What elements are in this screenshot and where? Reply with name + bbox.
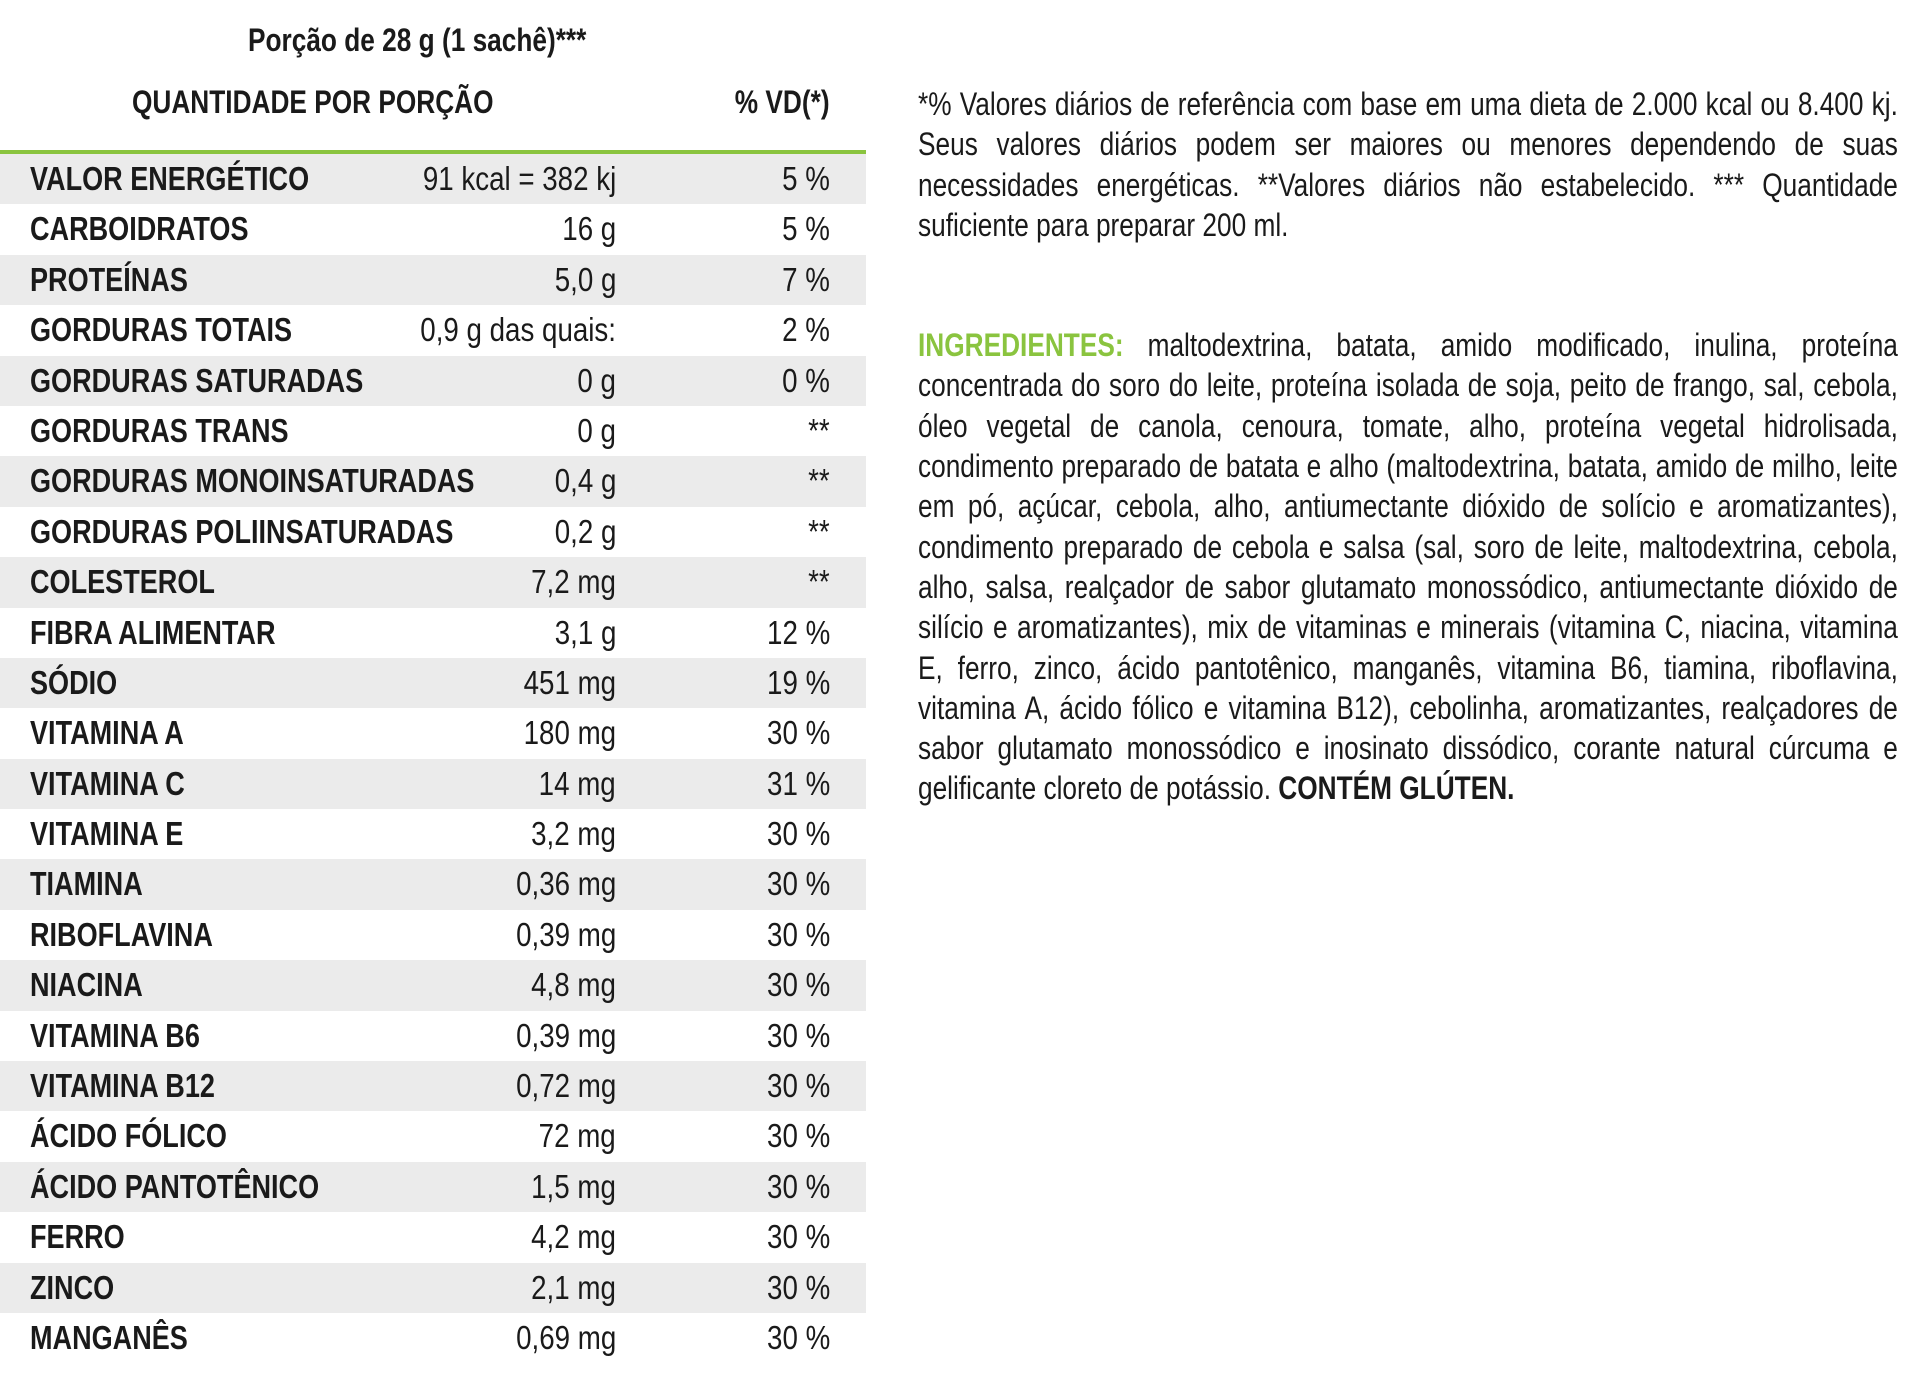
portion-size: Porção de 28 g (1 sachê)*** xyxy=(248,22,587,58)
nutrient-vd: 31 % xyxy=(766,764,830,802)
nutrition-table xyxy=(0,154,866,1363)
table-row xyxy=(0,406,866,456)
ingredients-paragraph xyxy=(918,325,1898,809)
nutrient-vd: ** xyxy=(808,462,830,500)
nutrient-vd: 30 % xyxy=(766,1067,830,1105)
nutrient-name: TIAMINA xyxy=(30,865,143,903)
table-header xyxy=(0,80,866,154)
table-row xyxy=(0,658,866,708)
ingredients-text: maltodextrina, batata, amido modificado, inulina, proteína concentrada do soro do leite, proteína isolada de soja, peito de frango, sal, cebola, óleo vegetal de canola, cenoura, tomate, alho, proteína vegetal hidrolisada, condimento preparado de batata e alho (maltodextrina, batata, amido de milho, leite em pó, açúcar, cebola, alho, antiumectante dióxido de solício e aromatizantes), condimento preparado de cebola e salsa (sal, soro de leite, maltodextrina, cebola, alho, salsa, realçador de sabor glutamato monossódico, antiumectante dióxido de silício e aromatizantes), mix de vitaminas e minerais (vitamina C, niacina, vitamina E, ferro, zinco, ácido pantotênico, manganês, vitamina B6, tiamina, riboflavina, vitamina A, ácido fólico e vitamina B12), cebolinha, aromatizantes, realçadores de sabor glutamato monossódico e inosinato dissódico, corante natural cúrcuma e gelificante cloreto de potássio. xyxy=(918,327,1898,807)
nutrient-vd: 30 % xyxy=(766,1117,830,1155)
nutrient-amount: 0 g xyxy=(577,361,616,399)
nutrient-amount: 1,5 mg xyxy=(531,1167,616,1205)
nutrient-vd: 12 % xyxy=(766,613,830,651)
table-row xyxy=(0,557,866,607)
table-row xyxy=(0,759,866,809)
nutrient-name: RIBOFLAVINA xyxy=(30,915,213,953)
table-row xyxy=(0,1212,866,1262)
nutrient-name: GORDURAS TRANS xyxy=(30,411,289,449)
nutrient-name: GORDURAS POLIINSATURADAS xyxy=(30,512,454,550)
nutrient-amount: 72 mg xyxy=(538,1117,616,1155)
nutrient-name: COLESTEROL xyxy=(30,563,215,601)
nutrient-name: GORDURAS SATURADAS xyxy=(30,361,364,399)
nutrient-amount: 180 mg xyxy=(523,714,616,752)
nutrient-vd: 5 % xyxy=(782,160,830,197)
ingredients-label: INGREDIENTES: xyxy=(918,327,1124,364)
nutrient-name: VITAMINA E xyxy=(30,815,184,853)
table-row xyxy=(0,910,866,960)
nutrient-amount: 91 kcal = 382 kj xyxy=(422,160,616,197)
quantity-header: QUANTIDADE POR PORÇÃO xyxy=(132,84,494,120)
nutrient-name: VITAMINA A xyxy=(30,714,184,752)
table-row xyxy=(0,507,866,557)
table-row xyxy=(0,1313,866,1363)
nutrient-vd: 30 % xyxy=(766,1268,830,1306)
table-row xyxy=(0,1061,866,1111)
nutrient-name: MANGANÊS xyxy=(30,1318,188,1356)
table-row xyxy=(0,1263,866,1313)
nutrient-amount: 0,39 mg xyxy=(515,1016,616,1054)
nutrient-amount: 14 mg xyxy=(538,764,616,802)
nutrient-name: GORDURAS TOTAIS xyxy=(30,311,293,349)
nutrient-name: VITAMINA B6 xyxy=(30,1016,200,1054)
table-row xyxy=(0,1011,866,1061)
info-column xyxy=(918,84,1898,809)
nutrient-amount: 3,1 g xyxy=(554,613,616,651)
nutrient-vd: 30 % xyxy=(766,1318,830,1356)
nutrient-vd: 30 % xyxy=(766,1167,830,1205)
table-row xyxy=(0,708,866,758)
nutrient-name: ÁCIDO FÓLICO xyxy=(30,1117,227,1155)
nutrient-name: VITAMINA C xyxy=(30,764,185,802)
nutrient-amount: 0,2 g xyxy=(554,512,616,550)
nutrient-vd: 30 % xyxy=(766,1218,830,1256)
nutrient-amount: 451 mg xyxy=(523,663,616,701)
nutrient-name: VITAMINA B12 xyxy=(30,1067,215,1105)
nutrient-vd: 30 % xyxy=(766,714,830,752)
gluten-warning: CONTÉM GLÚTEN. xyxy=(1278,770,1515,807)
nutrient-amount: 2,1 mg xyxy=(531,1268,616,1306)
table-row xyxy=(0,255,866,305)
table-row xyxy=(0,608,866,658)
nutrient-name: FIBRA ALIMENTAR xyxy=(30,613,276,651)
nutrient-name: FERRO xyxy=(30,1218,125,1256)
nutrient-amount: 0,72 mg xyxy=(515,1067,616,1105)
nutrient-vd: 30 % xyxy=(766,865,830,903)
nutrient-name: ZINCO xyxy=(30,1268,115,1306)
nutrient-name: VALOR ENERGÉTICO xyxy=(30,160,310,197)
nutrient-amount: 0,9 g das quais: xyxy=(420,311,616,349)
nutrient-vd: ** xyxy=(808,512,830,550)
nutrient-amount: 16 g xyxy=(562,210,616,248)
nutrient-amount: 0,36 mg xyxy=(515,865,616,903)
nutrient-vd: 30 % xyxy=(766,915,830,953)
nutrient-vd: 0 % xyxy=(782,361,830,399)
nutrient-amount: 7,2 mg xyxy=(531,563,616,601)
table-row xyxy=(0,859,866,909)
nutrient-amount: 0,39 mg xyxy=(515,915,616,953)
nutrient-vd: ** xyxy=(808,411,830,449)
table-row xyxy=(0,305,866,355)
table-row xyxy=(0,1111,866,1161)
nutrient-vd: ** xyxy=(808,563,830,601)
nutrient-amount: 0,69 mg xyxy=(515,1318,616,1356)
nutrient-amount: 4,2 mg xyxy=(531,1218,616,1256)
nutrient-amount: 5,0 g xyxy=(554,260,616,298)
table-row xyxy=(0,356,866,406)
table-row xyxy=(0,456,866,506)
table-row xyxy=(0,809,866,859)
nutrient-name: ÁCIDO PANTOTÊNICO xyxy=(30,1167,320,1205)
table-row xyxy=(0,1162,866,1212)
nutrient-vd: 19 % xyxy=(766,663,830,701)
nutrient-name: CARBOIDRATOS xyxy=(30,210,249,248)
table-row xyxy=(0,154,866,204)
nutrient-vd: 7 % xyxy=(782,260,830,298)
table-row xyxy=(0,960,866,1010)
nutrient-vd: 30 % xyxy=(766,966,830,1004)
nutrient-vd: 30 % xyxy=(766,1016,830,1054)
nutrient-name: PROTEÍNAS xyxy=(30,260,188,298)
nutrient-amount: 0 g xyxy=(577,411,616,449)
nutrient-vd: 5 % xyxy=(782,210,830,248)
nutrient-vd: 2 % xyxy=(782,311,830,349)
nutrient-vd: 30 % xyxy=(766,815,830,853)
nutrient-amount: 0,4 g xyxy=(554,462,616,500)
vd-header: % VD(*) xyxy=(735,84,830,120)
nutrient-amount: 4,8 mg xyxy=(531,966,616,1004)
nutrient-name: NIACINA xyxy=(30,966,143,1004)
nutrient-name: GORDURAS MONOINSATURADAS xyxy=(30,462,475,500)
nutrient-name: SÓDIO xyxy=(30,663,118,701)
table-row xyxy=(0,204,866,254)
footnote: *% Valores diários de referência com base em uma dieta de 2.000 kcal ou 8.400 kj. Seus valores diários podem ser maiores ou menores dependendo de suas necessidades energéticas. **Valores diários não estabelecido. *** Quantidade suficiente para preparar 200 ml. xyxy=(918,86,1898,243)
nutrient-amount: 3,2 mg xyxy=(531,815,616,853)
